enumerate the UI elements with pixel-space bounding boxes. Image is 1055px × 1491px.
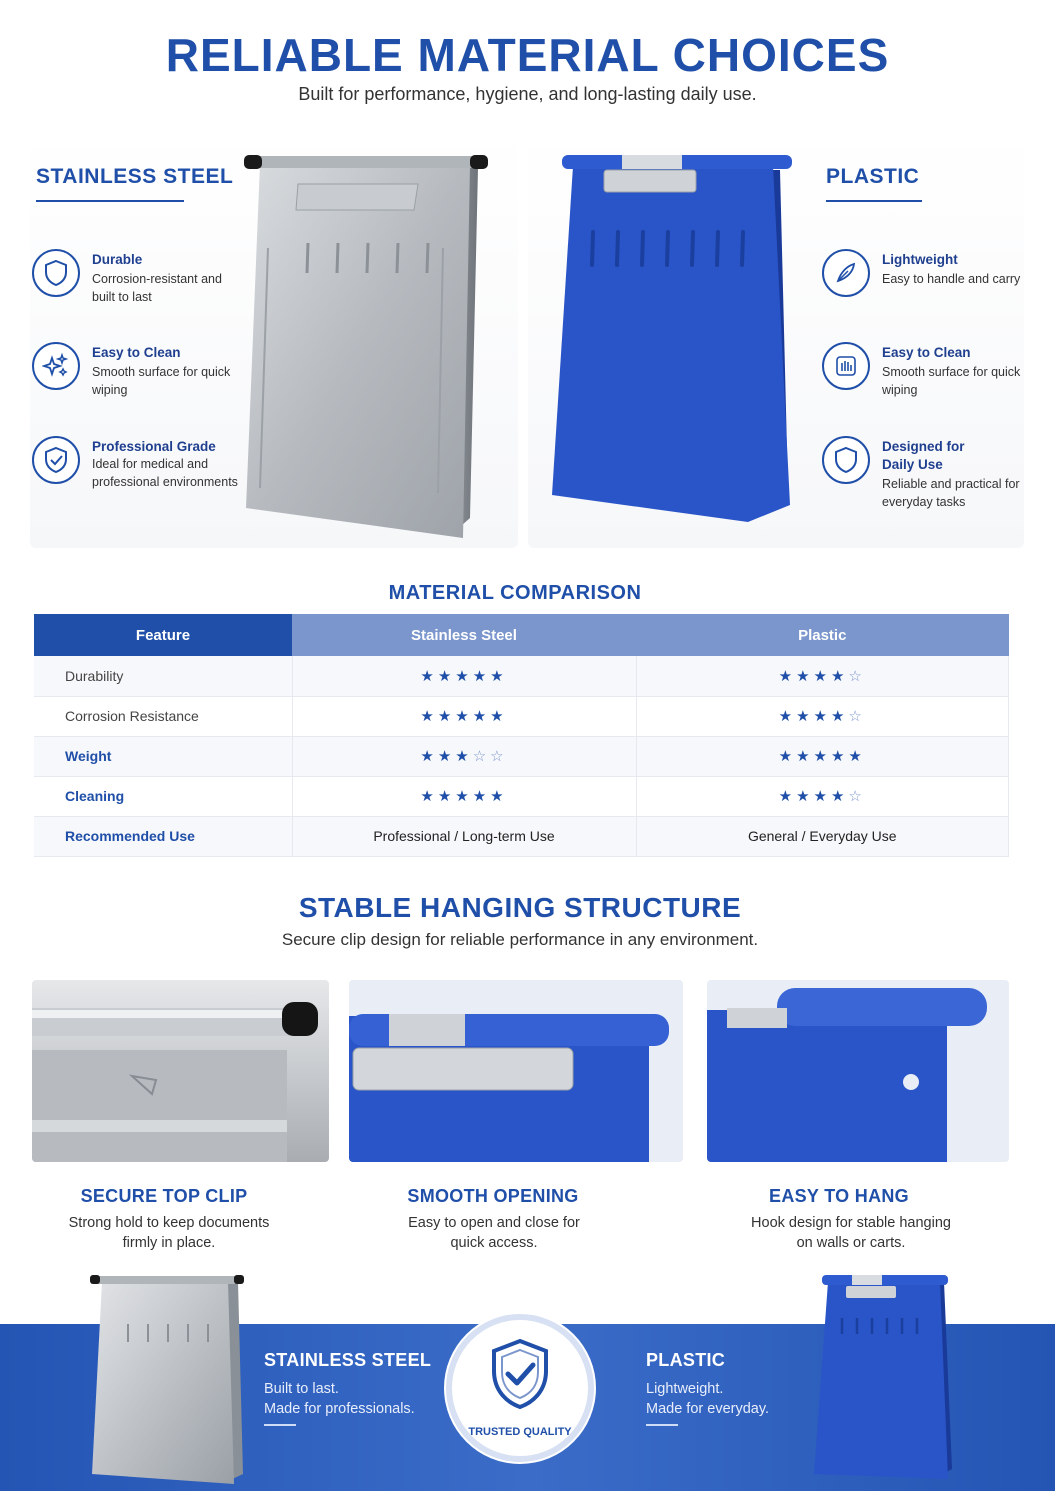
easy-hang-desc bbox=[708, 1214, 994, 1253]
star-filled-icon: ★ bbox=[848, 748, 866, 765]
plastic-rating-cell bbox=[636, 656, 1009, 696]
banner-stainless-title: STAINLESS STEEL bbox=[264, 1350, 432, 1370]
star-filled-icon: ★ bbox=[796, 788, 814, 805]
star-filled-icon: ★ bbox=[437, 788, 456, 805]
feather-icon bbox=[822, 249, 870, 297]
star-filled-icon: ★ bbox=[455, 667, 473, 685]
plastic-clipboard-image bbox=[548, 150, 798, 530]
desc-line: Hook design for stable hanging bbox=[751, 1215, 951, 1231]
desc-line: Built to last. bbox=[264, 1381, 339, 1397]
steel-rating-cell bbox=[292, 776, 636, 816]
smooth-opening-desc bbox=[362, 1214, 626, 1253]
star-filled-icon: ★ bbox=[455, 788, 473, 805]
stainless-underline bbox=[36, 200, 184, 202]
banner-plastic-desc bbox=[646, 1380, 769, 1419]
feature-cell: Corrosion Resistance bbox=[34, 696, 292, 736]
feature-cell: Cleaning bbox=[34, 776, 292, 816]
table-header: Feature bbox=[34, 614, 292, 656]
star-filled-icon: ★ bbox=[778, 788, 797, 805]
star-filled-icon: ★ bbox=[830, 788, 849, 805]
desc-line: Easy to open and close for bbox=[408, 1215, 580, 1231]
feature-desc: Reliable and practical for everyday tasks bbox=[882, 477, 1020, 509]
star-filled-icon: ★ bbox=[472, 788, 491, 805]
plastic-rating-cell bbox=[636, 776, 1009, 816]
feature-desc: Smooth surface for quick wiping bbox=[882, 365, 1021, 397]
feature-cell: Durability bbox=[34, 656, 292, 696]
star-filled-icon: ★ bbox=[830, 748, 849, 765]
badge-label: TRUSTED QUALITY bbox=[468, 1426, 572, 1438]
secure-clip-desc bbox=[32, 1214, 306, 1253]
table-row bbox=[34, 696, 1009, 736]
shield-check-icon bbox=[32, 436, 80, 484]
plastic-rating-cell bbox=[636, 696, 1009, 736]
smooth-opening-photo bbox=[349, 980, 683, 1162]
table-row bbox=[34, 736, 1009, 776]
shield-check-icon bbox=[490, 1338, 550, 1410]
steel-rating-cell bbox=[292, 656, 636, 696]
trusted-quality-badge bbox=[446, 1314, 594, 1462]
steel-rating-cell bbox=[292, 736, 636, 776]
feature-desc: Ideal for medical and professional environments bbox=[92, 457, 238, 489]
feature-desc: Easy to handle and carry bbox=[882, 272, 1021, 286]
desc-line: Strong hold to keep documents bbox=[68, 1215, 270, 1231]
star-filled-icon: ★ bbox=[420, 708, 438, 725]
star-filled-icon: ★ bbox=[437, 748, 456, 765]
feature-cell: Recommended Use bbox=[34, 816, 292, 856]
comparison-title: MATERIAL COMPARISON bbox=[388, 582, 642, 604]
table-row bbox=[34, 816, 1009, 856]
feature-title: Designed for Daily Use bbox=[882, 439, 965, 472]
feature-title: Professional Grade bbox=[92, 439, 216, 454]
star-filled-icon: ★ bbox=[437, 667, 456, 685]
feature-title: Easy to Clean bbox=[92, 345, 181, 360]
desc-line: firmly in place. bbox=[122, 1234, 216, 1251]
banner-divider bbox=[646, 1424, 678, 1426]
banner-stainless-desc bbox=[264, 1380, 415, 1419]
star-filled-icon: ★ bbox=[490, 708, 508, 725]
star-empty-icon: ☆ bbox=[848, 708, 866, 725]
table-header-row bbox=[34, 614, 1009, 656]
star-filled-icon: ★ bbox=[813, 667, 831, 685]
plastic-rating-cell bbox=[636, 736, 1009, 776]
feature-title: Durable bbox=[92, 252, 143, 267]
page-title: RELIABLE MATERIAL CHOICES bbox=[165, 29, 890, 81]
star-filled-icon: ★ bbox=[813, 748, 831, 765]
star-filled-icon: ★ bbox=[778, 748, 797, 765]
table-row bbox=[34, 656, 1009, 696]
table-header: Stainless Steel bbox=[292, 614, 636, 656]
star-filled-icon: ★ bbox=[796, 708, 814, 725]
table-header: Plastic bbox=[636, 614, 1009, 656]
star-filled-icon: ★ bbox=[472, 667, 491, 685]
star-empty-icon: ☆ bbox=[848, 667, 866, 685]
desc-line: on walls or carts. bbox=[796, 1234, 906, 1251]
desc-line: Lightweight. bbox=[646, 1381, 724, 1397]
smooth-opening-title: SMOOTH OPENING bbox=[407, 1186, 579, 1206]
shield-icon bbox=[822, 436, 870, 484]
star-empty-icon: ☆ bbox=[490, 748, 508, 765]
feature-desc: Smooth surface for quick wiping bbox=[92, 365, 231, 397]
hanging-title: STABLE HANGING STRUCTURE bbox=[298, 892, 742, 923]
feature-title: Lightweight bbox=[882, 252, 958, 267]
feature-cell: Weight bbox=[34, 736, 292, 776]
stainless-clipboard-image bbox=[238, 148, 498, 548]
page-subtitle: Built for performance, hygiene, and long-lasting daily use. bbox=[298, 84, 757, 104]
steel-rating-cell bbox=[292, 696, 636, 736]
banner-plastic-title: PLASTIC bbox=[646, 1350, 726, 1370]
plastic-underline bbox=[826, 200, 922, 202]
secure-clip-title: SECURE TOP CLIP bbox=[80, 1186, 248, 1206]
star-filled-icon: ★ bbox=[796, 748, 814, 765]
secure-clip-photo bbox=[32, 980, 329, 1162]
star-filled-icon: ★ bbox=[490, 667, 508, 685]
feature-desc: Corrosion-resistant and built to last bbox=[92, 272, 222, 304]
sparkle-icon bbox=[32, 342, 80, 390]
stainless-clipboard-thumb bbox=[88, 1274, 248, 1489]
star-filled-icon: ★ bbox=[490, 788, 508, 805]
stainless-heading: STAINLESS STEEL bbox=[36, 165, 234, 188]
star-filled-icon: ★ bbox=[472, 708, 491, 725]
star-empty-icon: ☆ bbox=[472, 748, 491, 765]
steel-use-cell: Professional / Long-term Use bbox=[292, 816, 636, 856]
plastic-clipboard-thumb bbox=[812, 1274, 957, 1489]
star-filled-icon: ★ bbox=[420, 788, 438, 805]
shield-icon bbox=[32, 249, 80, 297]
easy-hang-photo bbox=[707, 980, 1009, 1162]
star-filled-icon: ★ bbox=[778, 667, 797, 685]
star-filled-icon: ★ bbox=[796, 667, 814, 685]
star-filled-icon: ★ bbox=[830, 708, 849, 725]
desc-line: quick access. bbox=[450, 1234, 538, 1251]
table-row bbox=[34, 776, 1009, 816]
star-filled-icon: ★ bbox=[455, 708, 473, 725]
banner-divider bbox=[264, 1424, 296, 1426]
hand-wipe-icon bbox=[822, 342, 870, 390]
desc-line: Made for professionals. bbox=[264, 1400, 415, 1417]
star-filled-icon: ★ bbox=[420, 667, 438, 685]
star-empty-icon: ☆ bbox=[848, 788, 866, 805]
star-filled-icon: ★ bbox=[420, 748, 438, 765]
star-filled-icon: ★ bbox=[813, 788, 831, 805]
star-filled-icon: ★ bbox=[437, 708, 456, 725]
plastic-use-cell: General / Everyday Use bbox=[636, 816, 1009, 856]
star-filled-icon: ★ bbox=[830, 667, 849, 685]
star-filled-icon: ★ bbox=[778, 708, 797, 725]
star-filled-icon: ★ bbox=[813, 708, 831, 725]
hanging-subtitle: Secure clip design for reliable performance in any environment. bbox=[281, 930, 759, 949]
feature-title: Easy to Clean bbox=[882, 345, 971, 360]
easy-hang-title: EASY TO HANG bbox=[769, 1186, 909, 1206]
star-filled-icon: ★ bbox=[455, 748, 473, 765]
plastic-heading: PLASTIC bbox=[826, 165, 920, 188]
comparison-table bbox=[34, 614, 1009, 857]
desc-line: Made for everyday. bbox=[646, 1400, 770, 1417]
